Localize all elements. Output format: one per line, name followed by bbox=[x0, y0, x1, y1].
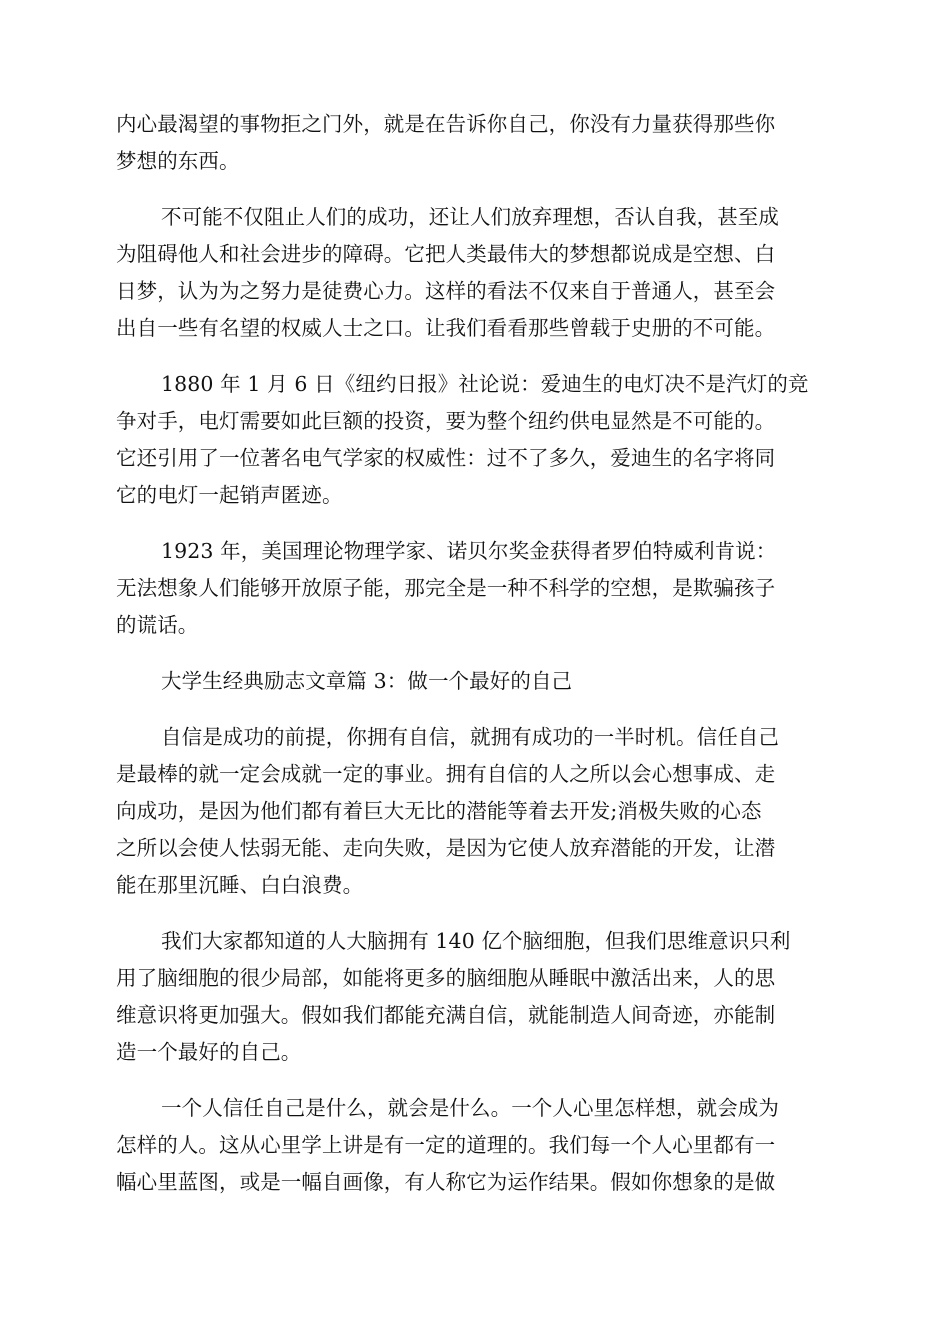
text-line: 自信是成功的前提，你拥有自信，就拥有成功的一半时机。信任自己 bbox=[161, 725, 779, 749]
text-line: 维意识将更加强大。假如我们都能充满自信，就能制造人间奇迹，亦能制 bbox=[116, 1003, 776, 1027]
text-line: 日梦，认为为之努力是徒费心力。这样的看法不仅来自于普通人，甚至会 bbox=[116, 279, 776, 303]
paragraph-7 bbox=[116, 1090, 834, 1201]
paragraph-1 bbox=[116, 106, 834, 180]
text-line: 我们大家都知道的人大脑拥有 140 亿个脑细胞，但我们思维意识只利 bbox=[161, 929, 791, 953]
document-body bbox=[116, 106, 834, 1220]
text-line: 它还引用了一位著名电气学家的权威性：过不了多久，爱迪生的名字将同 bbox=[116, 446, 776, 470]
text-line: 造一个最好的自己。 bbox=[116, 1040, 302, 1064]
text-line: 它的电灯一起销声匿迹。 bbox=[116, 483, 343, 507]
text-line: 不可能不仅阻止人们的成功，还让人们放弃理想，否认自我，甚至成 bbox=[161, 205, 779, 229]
text-line: 是最棒的就一定会成就一定的事业。拥有自信的人之所以会心想事成、走 bbox=[116, 762, 776, 786]
text-line: 出自一些有名望的权威人士之口。让我们看看那些曾载于史册的不可能。 bbox=[116, 316, 776, 340]
text-line: 向成功，是因为他们都有着巨大无比的潜能等着去开发;消极失败的心态 bbox=[116, 799, 762, 823]
paragraph-3 bbox=[116, 366, 834, 514]
text-line: 内心最渴望的事物拒之门外，就是在告诉你自己，你没有力量获得那些你 bbox=[116, 112, 776, 136]
text-line: 之所以会使人怯弱无能、走向失败，是因为它使人放弃潜能的开发，让潜 bbox=[116, 836, 776, 860]
text-line: 1880 年 1 月 6 日《纽约日报》社论说：爱迪生的电灯决不是汽灯的竞 bbox=[161, 372, 809, 396]
text-line: 争对手，电灯需要如此巨额的投资，要为整个纽约供电显然是不可能的。 bbox=[116, 409, 776, 433]
text-line: 一个人信任自己是什么，就会是什么。一个人心里怎样想，就会成为 bbox=[161, 1096, 779, 1120]
text-line: 能在那里沉睡、白白浪费。 bbox=[116, 873, 364, 897]
paragraph-6 bbox=[116, 923, 834, 1071]
text-line: 的谎话。 bbox=[116, 613, 199, 637]
text-line: 1923 年，美国理论物理学家、诺贝尔奖金获得者罗伯特威利肯说： bbox=[161, 539, 777, 563]
text-line: 幅心里蓝图，或是一幅自画像，有人称它为运作结果。假如你想象的是做 bbox=[116, 1170, 776, 1194]
heading-line: 大学生经典励志文章篇 3：做一个最好的自己 bbox=[161, 669, 573, 693]
text-line: 无法想象人们能够开放原子能，那完全是一种不科学的空想，是欺骗孩子 bbox=[116, 576, 776, 600]
paragraph-2 bbox=[116, 199, 834, 347]
section-heading bbox=[116, 663, 834, 700]
text-line: 为阻碍他人和社会进步的障碍。它把人类最伟大的梦想都说成是空想、白 bbox=[116, 242, 776, 266]
text-line: 梦想的东西。 bbox=[116, 149, 240, 173]
text-line: 怎样的人。这从心里学上讲是有一定的道理的。我们每一个人心里都有一 bbox=[116, 1133, 776, 1157]
text-line: 用了脑细胞的很少局部，如能将更多的脑细胞从睡眠中激活出来，人的思 bbox=[116, 966, 776, 990]
paragraph-4 bbox=[116, 533, 834, 644]
paragraph-5 bbox=[116, 719, 834, 904]
